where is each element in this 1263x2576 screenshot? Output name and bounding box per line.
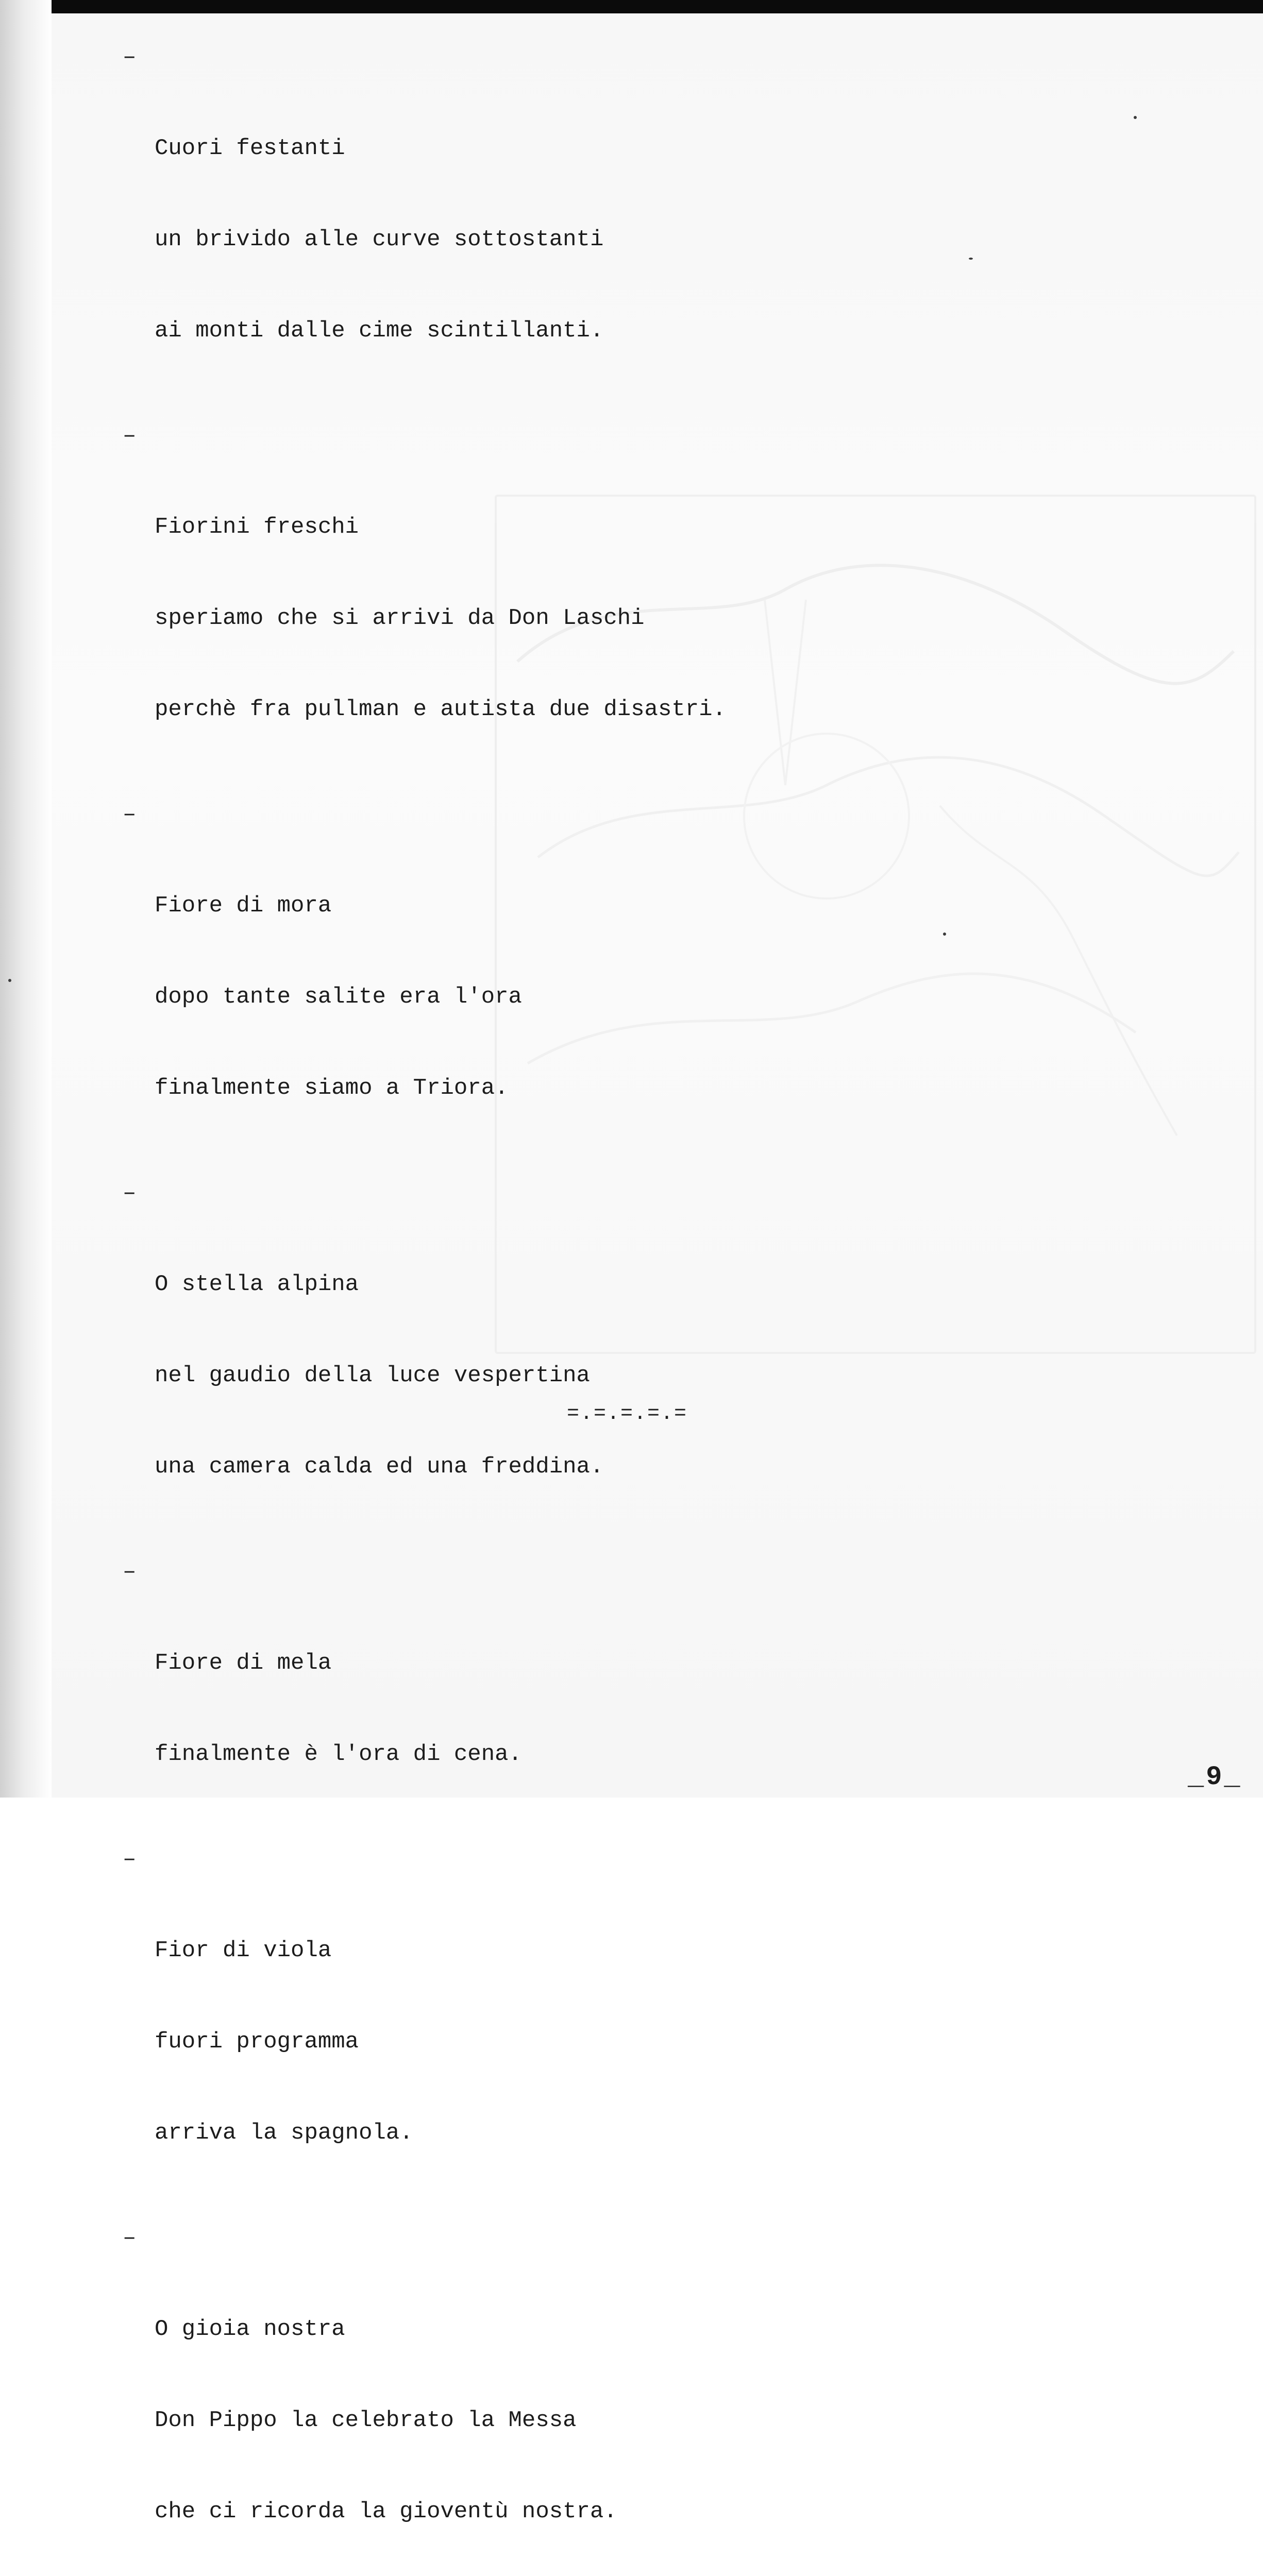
stanza-line: Cuori festanti xyxy=(155,135,345,161)
stanza-line: un brivido alle curve sottostanti xyxy=(155,227,604,252)
stanza-dash: – xyxy=(123,2225,137,2251)
stanza-line: che ci ricorda la gioventù nostra. xyxy=(155,2499,617,2524)
stanza-line: Fiore di mora xyxy=(155,893,332,919)
stanza xyxy=(123,1844,1134,2209)
stanza-line: Fior di viola xyxy=(155,1938,332,1963)
stanza-line: ai monti dalle cime scintillanti. xyxy=(155,318,604,344)
stanza-line: una camera calda ed una freddina. xyxy=(155,1454,604,1480)
stanza-line: Don Pippo la celebrato la Messa xyxy=(155,2408,577,2433)
stanza-line: finalmente è l'ora di cena. xyxy=(155,1741,522,1767)
scan-speck xyxy=(8,979,11,982)
stanza-line: perchè fra pullman e autista due disastri. xyxy=(155,697,726,722)
stanza xyxy=(123,1178,1134,1543)
section-separator: =.=.=.=.= xyxy=(567,1402,688,1426)
stanza-dash: – xyxy=(123,1559,137,1585)
scan-top-edge xyxy=(0,0,1263,13)
stanza xyxy=(123,800,1134,1164)
stanza-line: speriamo che si arrivi da Don Laschi xyxy=(155,605,645,631)
stanza-dash: – xyxy=(123,423,137,449)
stanza-line: finalmente siamo a Triora. xyxy=(155,1075,509,1101)
stanza-dash: – xyxy=(123,802,137,827)
stanza-dash: – xyxy=(123,44,137,70)
stanza xyxy=(123,421,1134,786)
scan-speck xyxy=(943,933,946,936)
scan-speck xyxy=(969,258,973,260)
stanza-line: Fiore di mela xyxy=(155,1650,332,1676)
stanza xyxy=(123,2223,1134,2576)
stanza-dash: – xyxy=(123,1180,137,1206)
stanza-line: dopo tante salite era l'ora xyxy=(155,984,522,1010)
stanza-line: nel gaudio della luce vespertina xyxy=(155,1363,590,1388)
stanza-line: O gioia nostra xyxy=(155,2316,345,2342)
stanza-line: arriva la spagnola. xyxy=(155,2120,413,2146)
stanza xyxy=(123,42,1134,407)
scan-binding-shadow xyxy=(0,0,52,1798)
stanza xyxy=(123,1557,1134,1831)
stanza-line: Fiorini freschi xyxy=(155,514,359,540)
stanza-dash: – xyxy=(123,1846,137,1872)
stanza-line: fuori programma xyxy=(155,2029,359,2055)
poem-body xyxy=(123,42,1134,2576)
stanza-line: O stella alpina xyxy=(155,1272,359,1297)
page-number: _9_ xyxy=(1188,1762,1242,1792)
scan-speck xyxy=(1134,116,1137,119)
